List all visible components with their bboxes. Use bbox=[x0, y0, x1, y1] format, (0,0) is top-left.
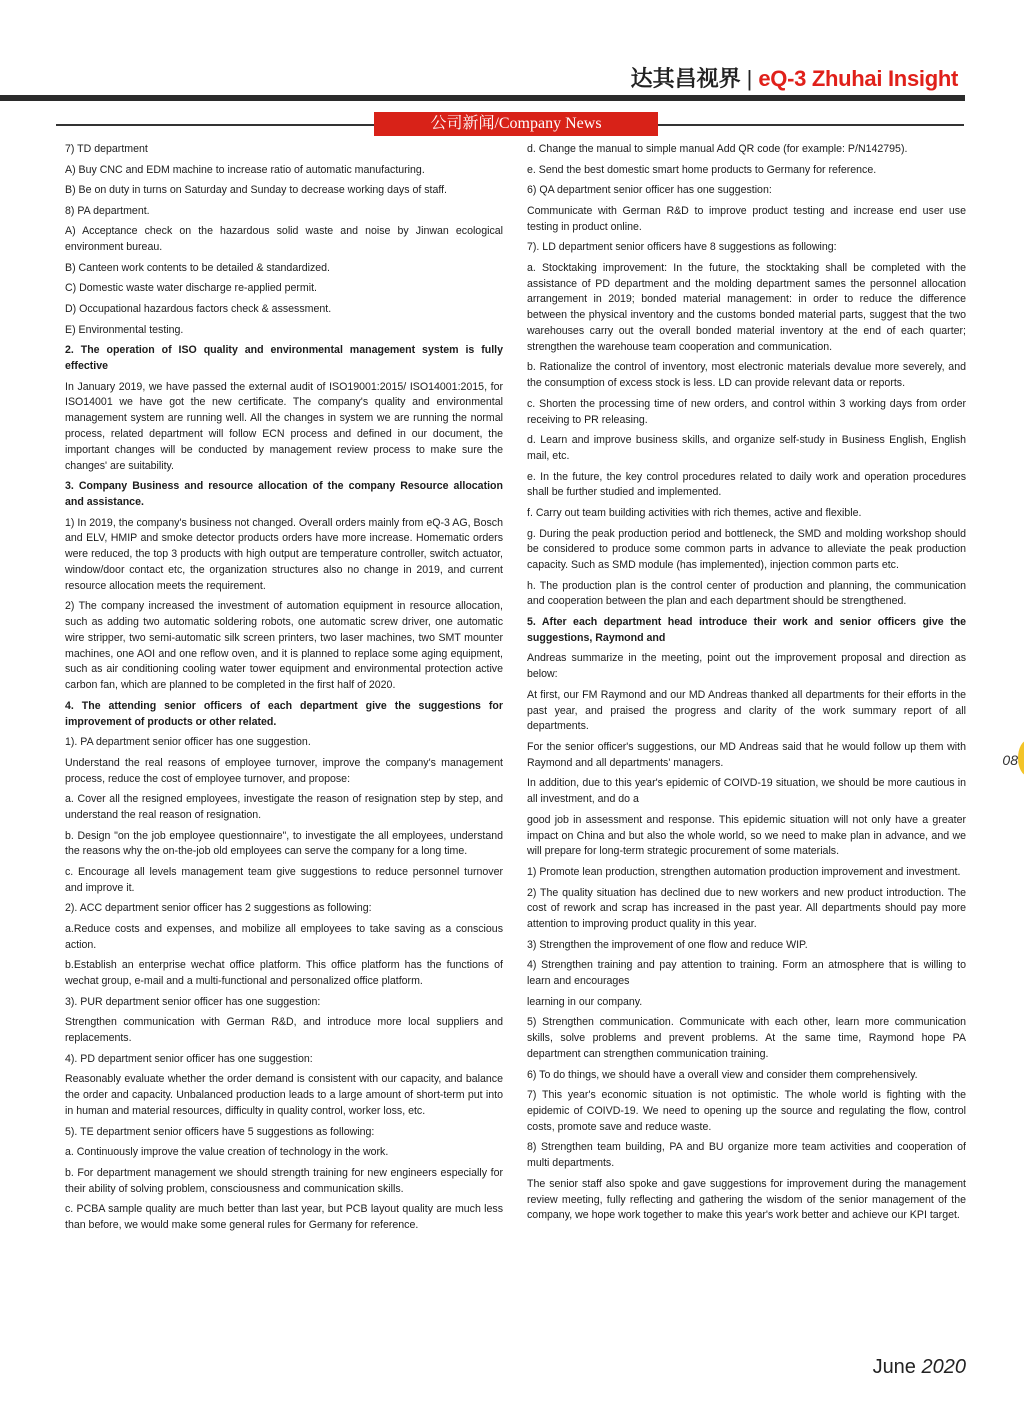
paragraph: learning in our company. bbox=[527, 995, 643, 1008]
paragraph: e. Send the best domestic smart home products to Germany for reference. bbox=[527, 163, 877, 176]
paragraph: 7) TD department bbox=[65, 143, 148, 155]
paragraph: 6) QA department senior officer has one suggestion: bbox=[527, 184, 772, 197]
paragraph: At first, our FM Raymond and our MD Andreas thanked all departments for their efforts in the past year, and praised the progress and clarity of the work summary report of all departments. bbox=[527, 688, 966, 733]
paragraph: b. Design "on the job employee questionnaire", to investigate the all employees, understand the reasons why the on-the-job old employees can serve the company for a long time. bbox=[65, 829, 503, 858]
paragraph: 1) Promote lean production, strengthen automation production improvement and investment. bbox=[527, 866, 961, 879]
paragraph: E) Environmental testing. bbox=[65, 323, 184, 336]
page-number: 08 bbox=[1002, 752, 1018, 768]
paragraph: B) Be on duty in turns on Saturday and Sunday to decrease working days of staff. bbox=[65, 184, 447, 197]
paragraph: 6) To do things, we should have a overall view and consider them comprehensively. bbox=[527, 1068, 918, 1081]
paragraph: D) Occupational hazardous factors check & assessment. bbox=[65, 302, 332, 315]
paragraph: Communicate with German R&D to improve product testing and increase end user use testing in product online. bbox=[527, 204, 966, 233]
section-title: 公司新闻/Company News bbox=[374, 112, 658, 136]
brand-english: eQ-3 Zhuhai Insight bbox=[758, 66, 958, 91]
paragraph: Andreas summarize in the meeting, point out the improvement proposal and direction as below: bbox=[527, 652, 966, 681]
paragraph: d. Learn and improve business skills, and organize self-study in Business English, English mail, etc. bbox=[527, 434, 966, 462]
paragraph: 5). TE department senior officers have 5 suggestions as following: bbox=[65, 1125, 375, 1138]
paragraph: d. Change the manual to simple manual Add QR code (for example: P/N142795). bbox=[527, 143, 908, 155]
paragraph: e. In the future, the key control procedures related to daily work and operation procedures shall be further studied and implemented. bbox=[527, 470, 966, 499]
paragraph: 4) Strengthen training and pay attention to training. Form an atmosphere that is willing to learn and encourages bbox=[527, 959, 966, 988]
footer-year: 2020 bbox=[921, 1356, 966, 1378]
paragraph: b. Rationalize the control of inventory, most electronic materials devalue more severely, and the consumption of excess stock is less. LD can provide relevant data or reports. bbox=[527, 361, 966, 390]
paragraph: c. Encourage all levels management team give suggestions to reduce personnel turnover and improve it. bbox=[65, 866, 503, 894]
paragraph: A) Acceptance check on the hazardous solid waste and noise by Jinwan ecological environment bureau. bbox=[65, 225, 503, 254]
paragraph: h. The production plan is the control center of production and planning, the communication and cooperation between the plan and each department should be strengthened. bbox=[527, 579, 966, 608]
paragraph: 4). PD department senior officer has one suggestion: bbox=[65, 1052, 313, 1065]
paragraph: In addition, due to this year's epidemic of COIVD-19 situation, we should be more cautious in all investment, and do a bbox=[527, 777, 966, 806]
paragraph: Understand the real reasons of employee turnover, improve the company's management process, reduce the cost of employee turnover, and propose: bbox=[65, 756, 503, 785]
paragraph: 4. The attending senior officers of each department give the suggestions for improvement of products or other related. bbox=[65, 699, 503, 728]
page-tab bbox=[1018, 740, 1024, 776]
paragraph: b. For department management we should strength training for new engineers especially for their ability of solving problem, consciousness and communication skills. bbox=[65, 1166, 503, 1195]
paragraph: 7). LD department senior officers have 8 suggestions as following: bbox=[527, 241, 837, 254]
section-rule-right bbox=[658, 124, 964, 126]
paragraph: a. Cover all the resigned employees, investigate the reason of resignation step by step, and understand the real reason of resignation. bbox=[65, 793, 503, 822]
paragraph: 2. The operation of ISO quality and environmental management system is fully effective bbox=[65, 344, 503, 372]
paragraph: a. Continuously improve the value creation of technology in the work. bbox=[65, 1146, 389, 1159]
paragraph: C) Domestic waste water discharge re-applied permit. bbox=[65, 282, 317, 295]
paragraph: The senior staff also spoke and gave suggestions for improvement during the management review meeting, fully reflecting and gathering the wisdom of the senior management of the company, we hope work together to make this year's work better and achieve our KPI target. bbox=[527, 1177, 966, 1222]
paragraph: g. During the peak production period and bottleneck, the SMD and molding workshop should be considered to produce some common parts in advance to alleviate the peak production capacity. Such as SMD module (has implemented), injection common parts etc. bbox=[527, 527, 966, 572]
paragraph: 3. Company Business and resource allocation of the company Resource allocation and assistance. bbox=[65, 480, 503, 508]
section-rule-left bbox=[56, 124, 374, 126]
paragraph: For the senior officer's suggestions, our MD Andreas said that he would follow up them with Raymond and all departments' managers. bbox=[527, 741, 966, 769]
paragraph: A) Buy CNC and EDM machine to increase ratio of automatic manufacturing. bbox=[65, 163, 425, 176]
paragraph: 2) The quality situation has declined due to new workers and new product introduction. The cost of rework and scrap has increased in the past year. All departments should pay more attention to improving product quality in this year. bbox=[527, 886, 966, 931]
paragraph: 8) Strengthen team building, PA and BU organize more team activities and cooperation of multi departments. bbox=[527, 1141, 966, 1170]
footer-date bbox=[873, 1356, 966, 1379]
brand-header bbox=[631, 62, 958, 93]
paragraph: 3). PUR department senior officer has one suggestion: bbox=[65, 995, 321, 1008]
paragraph: a.Reduce costs and expenses, and mobilize all employees to take saving as a conscious action. bbox=[65, 923, 503, 951]
paragraph: 8) PA department. bbox=[65, 204, 150, 217]
paragraph: Reasonably evaluate whether the order demand is consistent with our capacity, and balance the order and capacity. Unbalanced production leads to a large amount of short-term put into in human and material resources, difficulty in quality control, worker loss, etc. bbox=[65, 1073, 503, 1117]
left-column bbox=[65, 142, 503, 1239]
brand-separator: | bbox=[746, 66, 753, 91]
brand-chinese: 达其昌视界 bbox=[630, 66, 741, 92]
header-bar bbox=[0, 95, 965, 101]
paragraph: In January 2019, we have passed the external audit of ISO19001:2015/ ISO14001:2015, for ISO14001 we have got the new certificate. The company's quality and environmental management system are running well. All the changes in system we are running the normal process, related department will follow ECN process and defined in our document, the important changes will be conducted by management review process to make sure the changes' are suitability. bbox=[65, 380, 503, 472]
paragraph: 5. After each department head introduce their work and senior officers give the suggestions, Raymond and bbox=[527, 616, 966, 644]
paragraph: B) Canteen work contents to be detailed & standardized. bbox=[65, 261, 331, 274]
paragraph: 1) In 2019, the company's business not changed. Overall orders mainly from eQ-3 AG, Bosch and ELV, HMIP and smoke detector products orders have more increase. Homematic orders were reduced, the top 3 products with high output are temperature controller, switch actuator, window/door contact etc, the organization structures also no change in 2019, and current resource allocation meets the requirement. bbox=[65, 516, 503, 592]
paragraph: b.Establish an enterprise wechat office platform. This office platform has the functions of wechat group, e-mail and a multi-functional and personalized office platform. bbox=[65, 959, 503, 988]
paragraph: Strengthen communication with German R&D, and introduce more local suppliers and replacements. bbox=[65, 1016, 503, 1045]
paragraph: 1). PA department senior officer has one suggestion. bbox=[65, 736, 311, 749]
right-column bbox=[527, 142, 966, 1229]
paragraph: 5) Strengthen communication. Communicate with each other, learn more communication skills, solve problems and prevent problems. At the same time, Raymond hope PA department can strengthen communication training. bbox=[527, 1016, 966, 1060]
paragraph: 7) This year's economic situation is not optimistic. The whole world is fighting with the epidemic of COIVD-19. We need to opening up the source and regulating the flow, control costs, promote save and reduce waste. bbox=[527, 1089, 966, 1133]
paragraph: c. PCBA sample quality are much better than last year, but PCB layout quality are much less than before, we would make some general rules for Germany for reference. bbox=[65, 1203, 503, 1231]
paragraph: c. Shorten the processing time of new orders, and control within 3 working days from order receiving to PR releasing. bbox=[527, 397, 966, 426]
paragraph: good job in assessment and response. This epidemic situation will not only have a greater impact on China and but also the whole world, so we need to make plan in advance, and we will prepare for long-term strategic procurement of some materials. bbox=[527, 813, 966, 858]
paragraph: a. Stocktaking improvement: In the future, the stocktaking shall be completed with the assistance of PD department and the molding department sames the personnel allocation arrangement in 2019; bonded material management: in order to reduce the difference between the physical inventory and the customs bonded material parts, suggest that the two warehouses carry out the overall bonded material inventory at the end of each quarter; strengthen the warehouse team cooperation and communication. bbox=[527, 261, 966, 353]
footer-month: June bbox=[872, 1356, 916, 1378]
paragraph: f. Carry out team building activities with rich themes, active and flexible. bbox=[527, 506, 862, 519]
paragraph: 3) Strengthen the improvement of one flow and reduce WIP. bbox=[527, 938, 808, 951]
paragraph: 2) The company increased the investment of automation equipment in resource allocation, such as adding two automatic soldering robots, one automatic screw driver, one automatic wire stripper, two semi-automatic silk screen printers, two laser machines, two SMT mounter machines, one AOI and one reflow oven, and it is planned to replace some aging equipment, such as air conditioning cooling water tower equipment and environmental protection active carbon fan, which are planned to be completed in the first half of 2020. bbox=[65, 600, 503, 692]
paragraph: 2). ACC department senior officer has 2 suggestions as following: bbox=[65, 902, 372, 915]
